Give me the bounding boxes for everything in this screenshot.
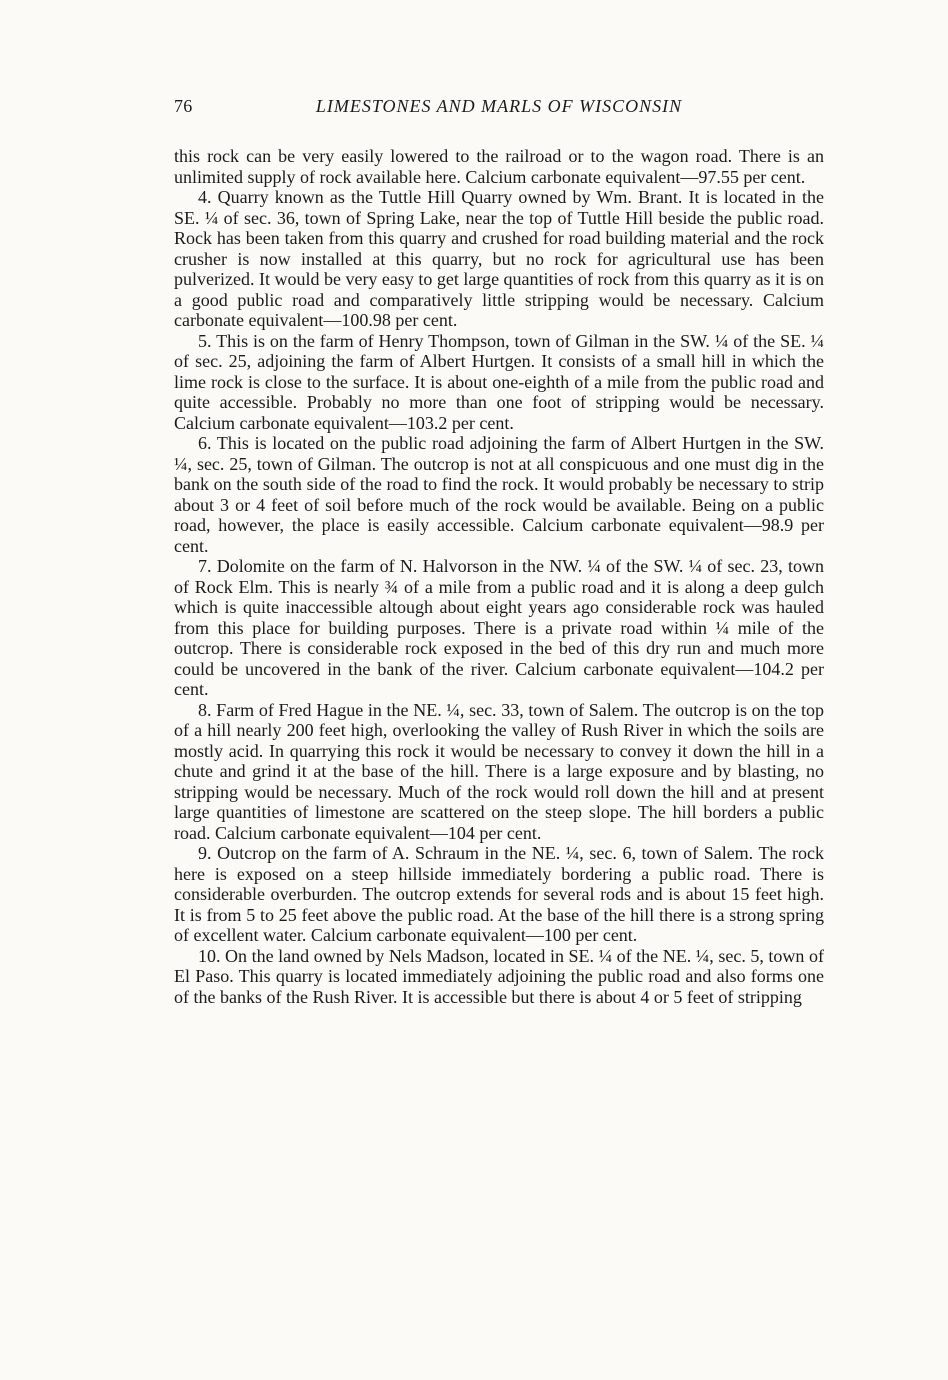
paragraph-item-8: 8. Farm of Fred Hague in the NE. ¼, sec. 33, town of Salem. The outcrop is on the top of a hill nearly 200 feet high, overlooking the valley of Rush River in which the soils are mostly acid. In quarrying this rock it would be necessary to convey it down the hill in a chute and grind it at the base of the hill. There is a large exposure and by blasting, no stripping would be necessary. Much of the rock would roll down the hill and at present large quantities of limestone are scattered on the steep slope. The hill borders a public road. Calcium carbonate equivalent—104 per cent. — [174, 699, 824, 843]
page-content — [174, 96, 824, 1007]
paragraph-continued: this rock can be very easily lowered to the railroad or to the wagon road. There is an unlimited supply of rock available here. Calcium carbonate equivalent—97.55 per cent. — [174, 146, 824, 187]
body-text — [174, 146, 824, 1007]
page-header — [174, 96, 824, 126]
running-title: LIMESTONES AND MARLS OF WISCONSIN — [315, 96, 683, 116]
paragraph-item-9: 9. Outcrop on the farm of A. Schraum in the NE. ¼, sec. 6, town of Salem. The rock here is exposed on a steep hillside immediately bordering a public road. There is considerable overburden. The outcrop extends for several rods and is about 15 feet high. It is from 5 to 25 feet above the public road. At the base of the hill there is a strong spring of excellent water. Calcium carbonate equivalent—100 per cent. — [174, 843, 824, 945]
page-number: 76 — [174, 96, 193, 116]
paragraph-item-7: 7. Dolomite on the farm of N. Halvorson in the NW. ¼ of the SW. ¼ of sec. 23, town of Rock Elm. This is nearly ¾ of a mile from a public road and it is along a deep gulch which is quite inaccessible altough about eight years ago considerable rock was hauled from this place for building purposes. There is a private road within ¼ mile of the outcrop. There is considerable rock exposed in the bed of this dry run and much more could be uncovered in the bank of the river. Calcium carbonate equivalent—104.2 per cent. — [174, 556, 824, 699]
paragraph-item-10: 10. On the land owned by Nels Madson, located in SE. ¼ of the NE. ¼, sec. 5, town of El Paso. This quarry is located immediately adjoining the public road and also forms one of the banks of the Rush River. It is accessible but there is about 4 or 5 feet of stripping — [174, 945, 824, 1007]
paragraph-item-6: 6. This is located on the public road adjoining the farm of Albert Hurtgen in the SW. ¼, sec. 25, town of Gilman. The outcrop is not at all conspicuous and one must dig in the bank on the south side of the road to find the rock. It would probably be necessary to strip about 3 or 4 feet of soil before much of the rock would be available. Being on a public road, however, the place is easily accessible. Calcium carbonate equivalent—98.9 per cent. — [174, 433, 824, 556]
paragraph-item-5: 5. This is on the farm of Henry Thompson, town of Gilman in the SW. ¼ of the SE. ¼ of sec. 25, adjoining the farm of Albert Hurtgen. It consists of a small hill in which the lime rock is close to the surface. It is about one-eighth of a mile from the public road and quite accessible. Probably no more than one foot of stripping would be necessary. Calcium carbonate equivalent—103.2 per cent. — [174, 330, 824, 433]
paragraph-item-4: 4. Quarry known as the Tuttle Hill Quarry owned by Wm. Brant. It is located in the SE. ¼ of sec. 36, town of Spring Lake, near the top of Tuttle Hill beside the public road. Rock has been taken from this quarry and crushed for road building material and the rock crusher is now installed at this quarry, but no rock for agricultural use has been pulverized. It would be very easy to get large quantities of rock from this quarry as it is on a good public road and comparatively little stripping would be necessary. Calcium carbonate equivalent—100.98 per cent. — [174, 187, 824, 330]
